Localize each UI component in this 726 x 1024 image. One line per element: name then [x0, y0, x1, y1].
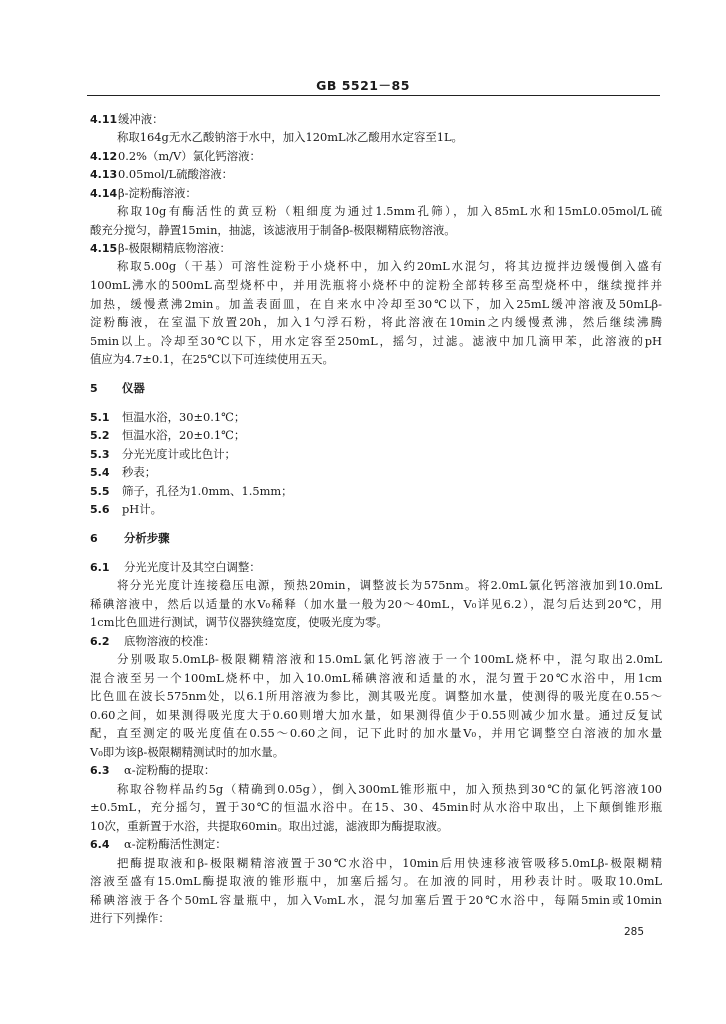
- clause-text: 恒温水浴，30±0.1℃；: [122, 410, 246, 424]
- clause-number: 5.1: [90, 411, 110, 424]
- text-line: 把酶提取液和β-极限糊精溶液置于30℃水浴中，10min后用快速移液管吸移5.0mLβ-极限糊精: [117, 856, 662, 870]
- clause-text: pH计。: [122, 502, 163, 516]
- clause-number: 6.4: [90, 838, 110, 851]
- text-line: 称取谷物样品约5g（精确到0.05g），倒入300mL锥形瓶中，加入预热到30℃的氯化钙溶液100: [117, 782, 662, 796]
- text-line: 称取5.00g（干基）可溶性淀粉于小烧杯中，加入约20mL水混匀，将其边搅拌边缓慢倒入盛有: [117, 259, 662, 273]
- clause-text: β-极限糊精底物溶液：: [118, 241, 231, 255]
- clause-text: 分光光度计或比色计；: [122, 447, 236, 461]
- clause-text: α-淀粉酶活性测定：: [124, 837, 227, 851]
- clause-5-6: [90, 501, 662, 518]
- section-title: 分析步骤: [124, 531, 170, 545]
- text-line: 值应为4.7±0.1，在25℃以下可连续使用五天。: [90, 352, 334, 366]
- clause-text: 秒表；: [122, 465, 157, 479]
- section-number: 6: [90, 532, 98, 545]
- text-line: 稀碘溶液中，然后以适量的水V₀稀释（加水量一般为20～40mL，V₀详见6.2），混匀后达到20℃，用: [90, 597, 662, 611]
- clause-5-2: [90, 427, 662, 444]
- clause-text: 恒温水浴，20±0.1℃；: [122, 428, 246, 442]
- text-line: 5min以上。冷却至30℃以下，用水定容至250mL，摇匀，过滤。滤液中加几滴甲苯，此溶液的pH: [90, 334, 662, 348]
- clause-text: 缓冲液：: [118, 112, 164, 126]
- text-line: 混合液至另一个100mL烧杯中，加入10.0mL稀碘溶液和适量的水，混匀置于20℃水浴中，用1cm: [90, 671, 662, 685]
- text-line: 称取10g有酶活性的黄豆粉（粗细度为通过1.5mm孔筛），加入85mL水和15mL0.05mol/L硫: [117, 204, 662, 218]
- clause-5-5: [90, 483, 662, 500]
- clause-5-1: [90, 409, 662, 426]
- text-line: 0.60之间，如果测得吸光度大于0.60则增大加水量，如果测得值少于0.55则减少加水量。通过反复试: [90, 708, 662, 722]
- clause-text: α-淀粉酶的提取：: [124, 763, 216, 777]
- clause-4-15: [90, 240, 662, 257]
- text-line: 配，直至测定的吸光度值在0.55～0.60之间，记下此时的加水量V₀，并用它调整空白溶液的加水量: [90, 726, 662, 740]
- clause-5-4: [90, 464, 662, 481]
- text-line: 10次，重新置于水浴，共提取60min。取出过滤，滤液即为酶提取液。: [90, 819, 449, 833]
- clause-text: 0.05mol/L硫酸溶液：: [118, 167, 234, 181]
- clause-4-11: [90, 111, 662, 128]
- clause-number: 5.5: [90, 485, 110, 498]
- text-line: 酸充分搅匀，静置15min，抽滤，该滤液用于制备β-极限糊精底物溶液。: [90, 223, 456, 237]
- clause-text: 0.2%（m/V）氯化钙溶液：: [118, 149, 261, 163]
- clause-6-2: [90, 633, 662, 650]
- standard-header: GB 5521－85: [316, 78, 410, 93]
- clause-4-13: [90, 166, 662, 183]
- clause-number: 5.3: [90, 448, 110, 461]
- clause-text: 分光光度计及其空白调整：: [124, 560, 261, 574]
- clause-number: 4.13: [90, 168, 118, 181]
- section-5-heading: [90, 380, 662, 397]
- clause-text: β-淀粉酶溶液：: [118, 186, 197, 200]
- text-line: 溶液至盛有15.0mL酶提取液的锥形瓶中，加塞后摇匀。在加液的同时，用秒表计时。吸取10.0mL: [90, 874, 662, 888]
- clause-number: 4.11: [90, 113, 118, 126]
- section-6-heading: [90, 530, 662, 547]
- text-line: 稀碘溶液于各个50mL容量瓶中，加入V₀mL水，混匀加塞后置于20℃水浴中，每隔5min或10min: [90, 893, 662, 907]
- text-line: 将分光光度计连接稳压电源，预热20min，调整波长为575nm。将2.0mL氯化钙溶液加到10.0mL: [117, 578, 662, 592]
- clause-4-14: [90, 185, 662, 202]
- text-line: 加热，缓慢煮沸2min。加盖表面皿，在自来水中冷却至30℃以下，加入25mL缓冲溶液及50mLβ-: [90, 297, 662, 311]
- text-line: 1cm比色皿进行测试，调节仪器狭缝宽度，使吸光度为零。: [90, 615, 388, 629]
- clause-number: 6.2: [90, 635, 110, 648]
- text-line: 进行下列操作：: [90, 911, 170, 925]
- clause-number: 5.6: [90, 503, 110, 516]
- page-number: 285: [624, 926, 645, 938]
- section-number: 5: [90, 382, 98, 395]
- text-line: ±0.5mL，充分摇匀，置于30℃的恒温水浴中。在15、30、45min时从水浴中取出，上下颠倒锥形瓶: [90, 800, 662, 814]
- text-line: 称取164g无水乙酸钠溶于水中，加入120mL冰乙酸用水定容至1L。: [117, 130, 463, 144]
- clause-number: 5.2: [90, 429, 110, 442]
- text-line: 100mL沸水的500mL高型烧杯中，并用洗瓶将小烧杯中的淀粉全部转移至高型烧杯中，继续搅拌并: [90, 278, 662, 292]
- clause-number: 4.15: [90, 242, 118, 255]
- clause-6-3: [90, 762, 662, 779]
- text-line: V₀即为该β-极限糊精测试时的加水量。: [90, 745, 285, 759]
- clause-number: 6.1: [90, 561, 110, 574]
- clause-number: 4.12: [90, 150, 118, 163]
- clause-6-4: [90, 836, 662, 853]
- clause-4-12: [90, 148, 662, 165]
- clause-6-1: [90, 559, 662, 576]
- clause-text: 底物溶液的校准：: [124, 634, 216, 648]
- clause-text: 筛子，孔径为1.0mm、1.5mm；: [122, 484, 293, 498]
- text-line: 分别吸取5.0mLβ-极限糊精溶液和15.0mL氯化钙溶液于一个100mL烧杯中，混匀取出2.0mL: [117, 652, 662, 666]
- section-title: 仪器: [122, 381, 145, 395]
- clause-5-3: [90, 446, 662, 463]
- text-line: 淀粉酶液，在室温下放置20h，加入1勺浮石粉，将此溶液在10min之内缓慢煮沸，然后继续沸腾: [90, 315, 662, 329]
- clause-number: 6.3: [90, 764, 110, 777]
- header-rule: [87, 95, 660, 96]
- text-line: 比色皿在波长575nm处，以6.1所用溶液为参比，测其吸光度。调整加水量，使测得的吸光度在0.55～: [90, 689, 662, 703]
- clause-number: 4.14: [90, 187, 118, 200]
- clause-number: 5.4: [90, 466, 110, 479]
